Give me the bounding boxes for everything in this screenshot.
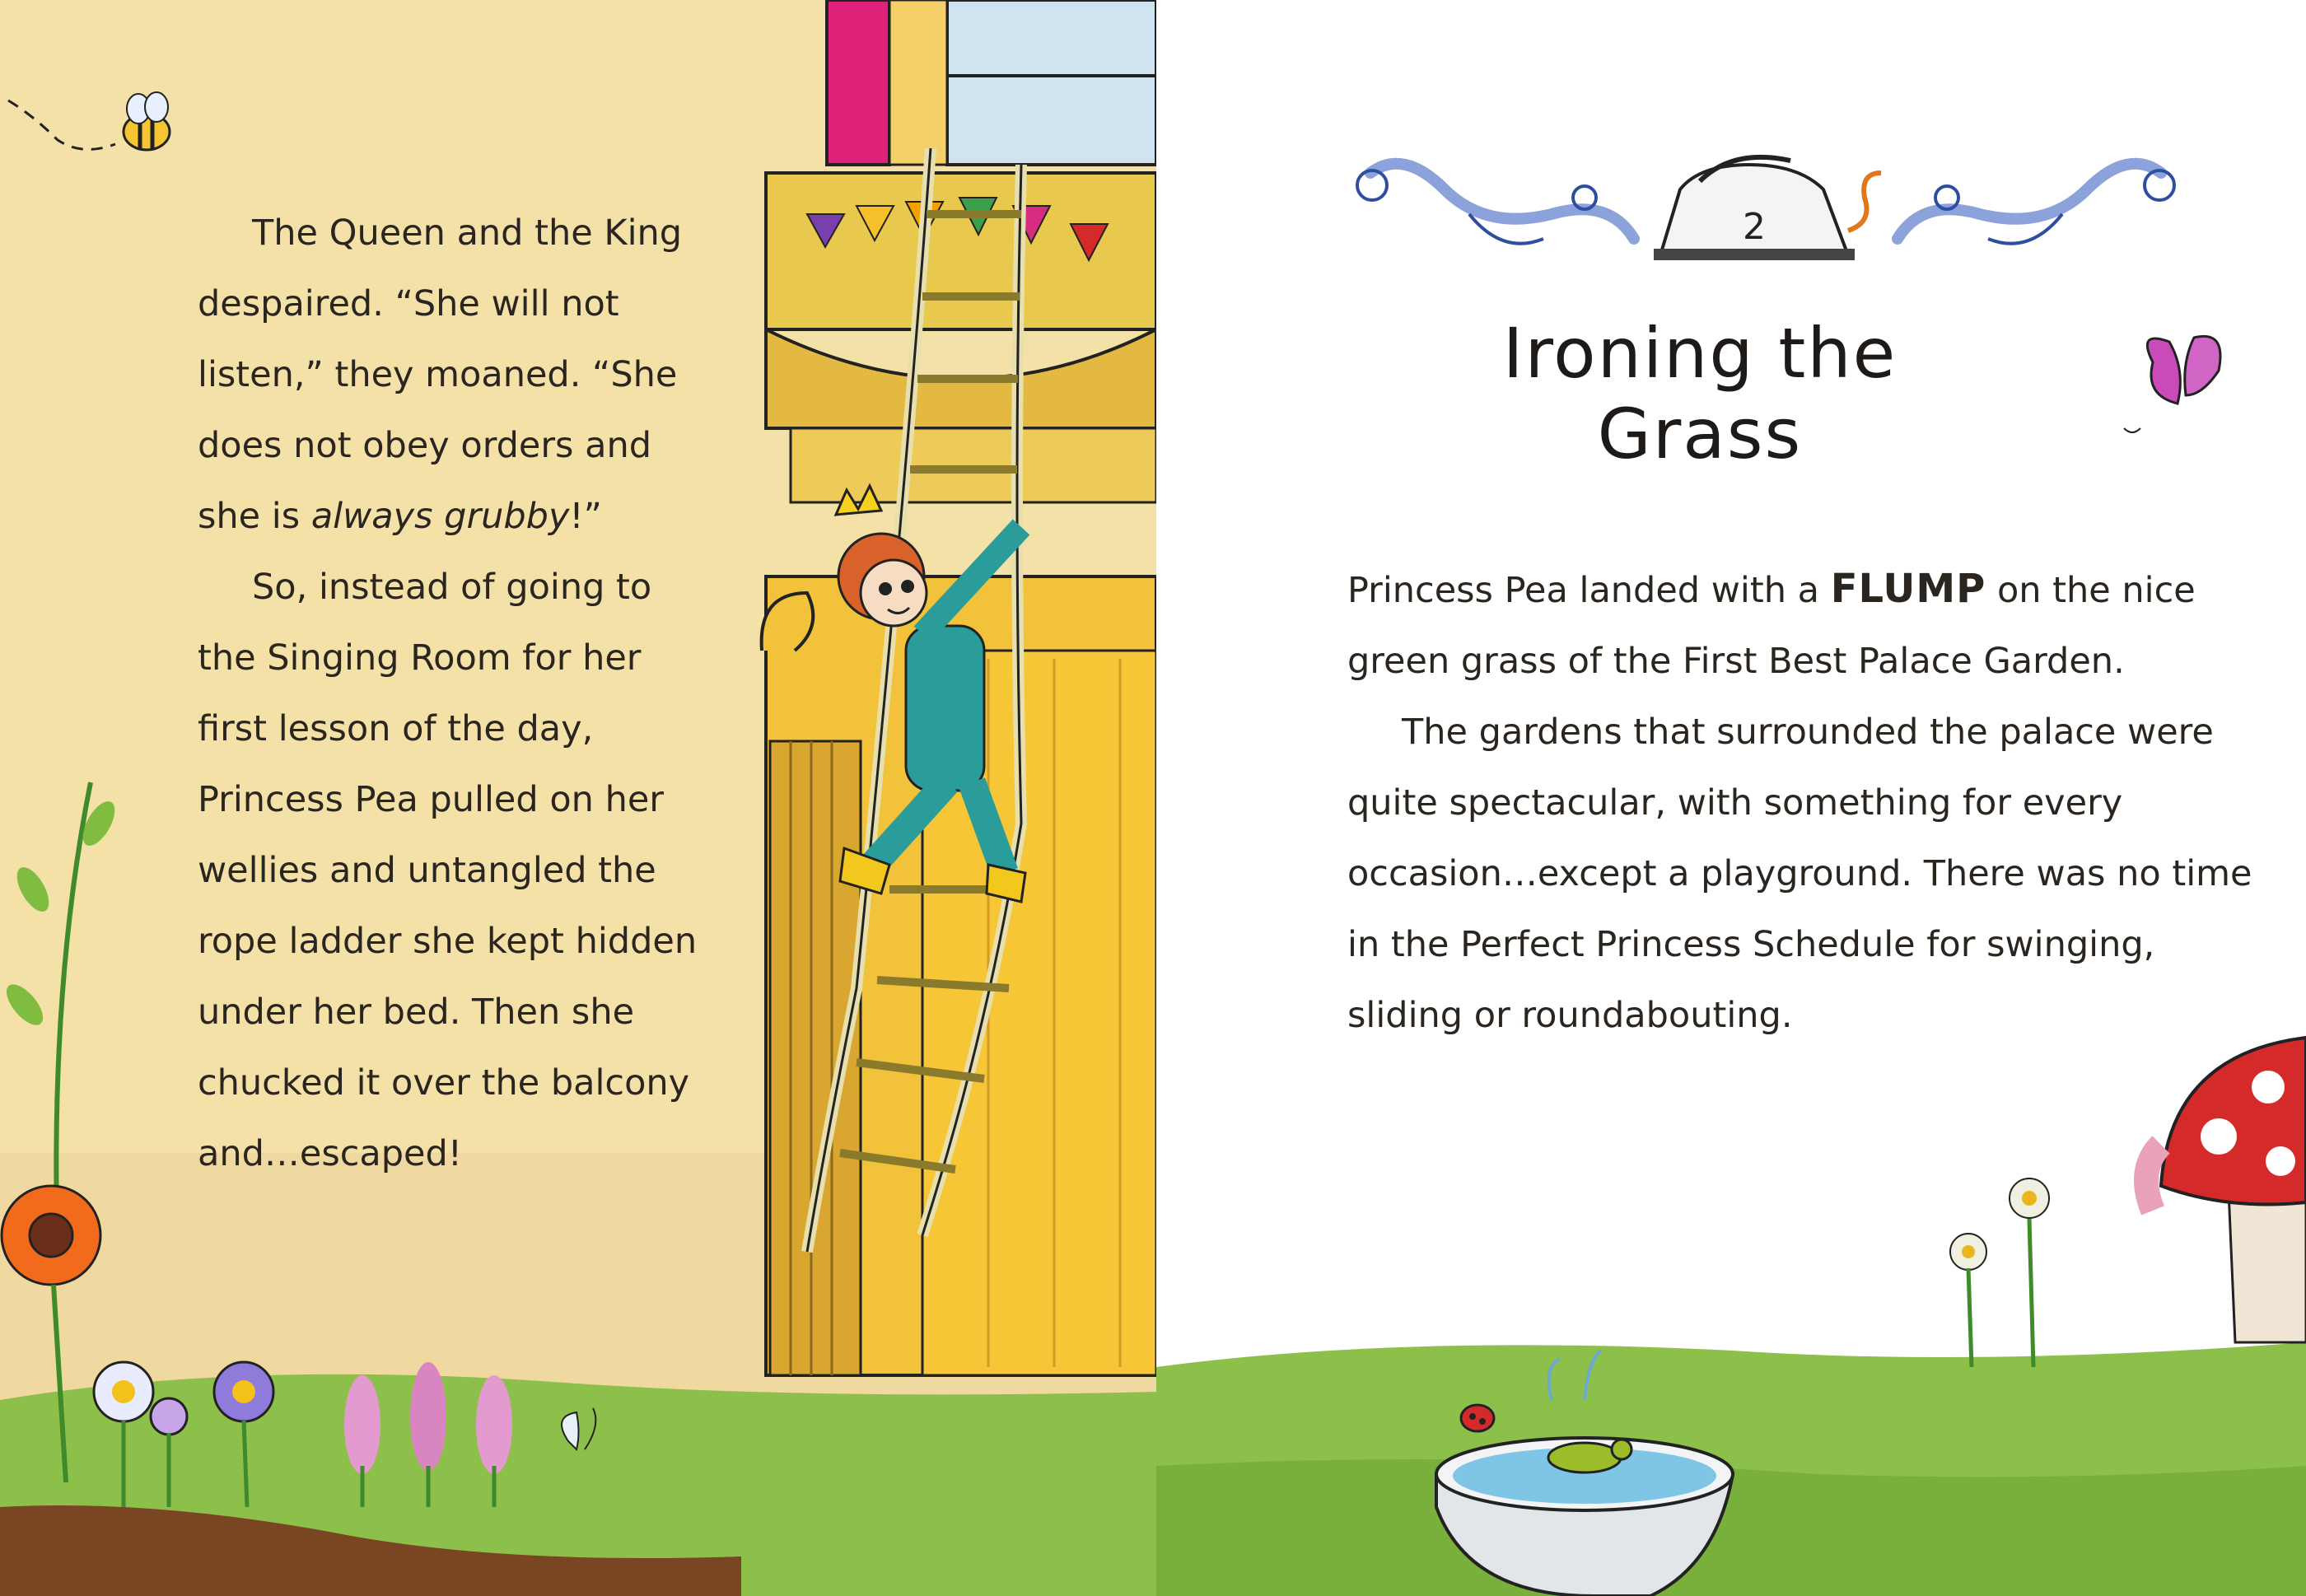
chapter-title: Ironing the Grass: [1502, 313, 1898, 474]
right-paragraph-2: The gardens that surrounded the palace were quite spectacular, with something for every occasion…except a playground. There was no time in the Perfect Princess Schedule for swinging, sliding or roundabouting.: [1347, 712, 2252, 1036]
right-paragraph-1: [1347, 553, 2262, 697]
left-page-text: [198, 198, 708, 1189]
chapter-number: 2: [1743, 206, 1766, 248]
butterfly-icon: [2124, 336, 2220, 432]
swirl-ornament-icon: [1357, 164, 1634, 244]
left-paragraph-1-end: !”: [569, 496, 602, 537]
left-paragraph-1-text: The Queen and the King despaired. “She will not listen,” they moaned. “She does not obey orders and she is: [198, 212, 683, 537]
right-paragraph-1-text: Princess Pea landed with a: [1347, 570, 1831, 611]
flump-emphasis: FLUMP: [1830, 566, 1986, 612]
palace-window: [827, 0, 1156, 165]
right-page: [1156, 0, 2306, 1596]
right-paragraph-1-end: on the nice green grass of the First Best Palace Garden.: [1347, 570, 2196, 682]
left-paragraph-1-emphasis: always grubby: [310, 496, 570, 537]
mushroom-house-icon: [2146, 1038, 2306, 1342]
left-paragraph-2: So, instead of going to the Singing Room for her first lesson of the day, Princess Pea pulled on her wellies and untangled the rope ladder she kept hidden under her bed. Then she chucked it over the balcony and…escaped!: [198, 567, 698, 1174]
left-paragraph-1: [198, 198, 708, 552]
swirl-ornament-icon: [1898, 164, 2174, 244]
flower-icon: [1950, 1178, 2049, 1367]
right-page-text: [1347, 553, 2262, 1051]
ladybird-icon: [1461, 1405, 1494, 1431]
